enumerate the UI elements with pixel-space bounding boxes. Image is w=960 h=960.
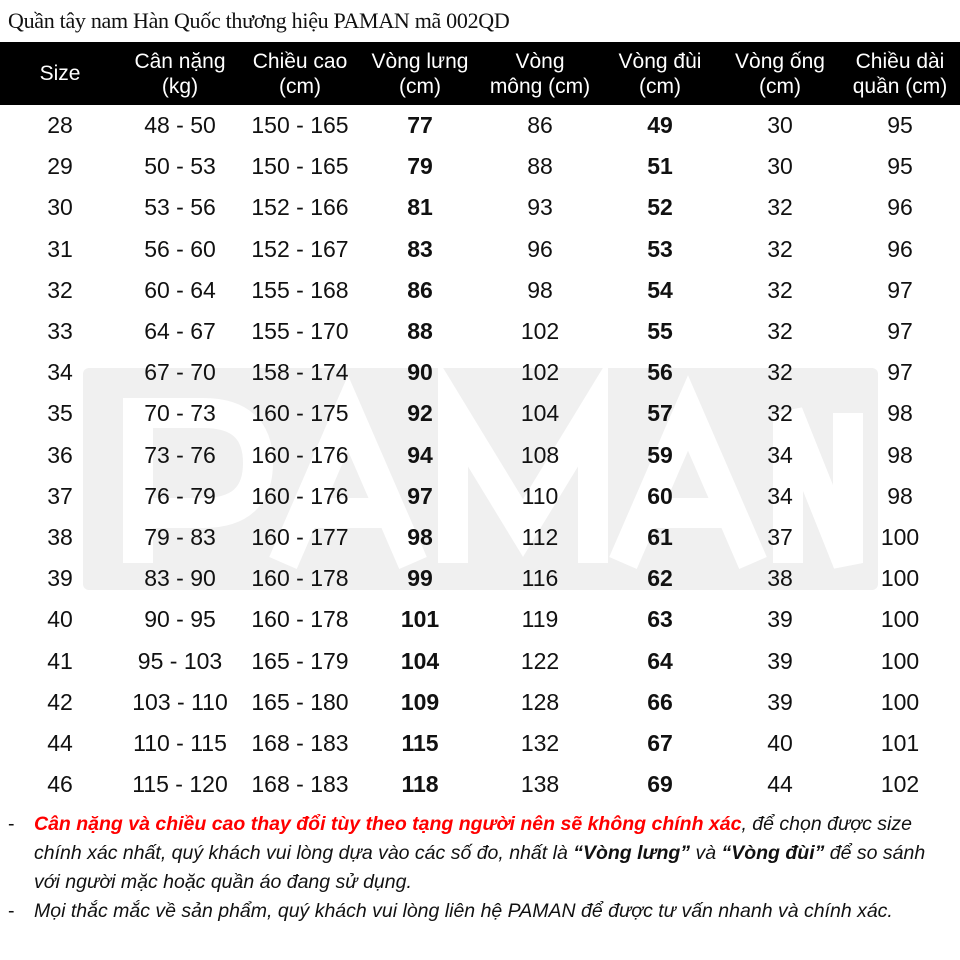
- table-cell: 36: [47, 441, 73, 468]
- table-cell: 100: [880, 647, 920, 674]
- table-cell: 100: [880, 523, 920, 550]
- table-cell: 93: [527, 194, 553, 221]
- table-row: [0, 640, 960, 681]
- table-cell: 165 - 179: [251, 647, 349, 674]
- table-cell: 98: [407, 523, 433, 550]
- table-cell: 128: [520, 688, 560, 715]
- table-cell: 97: [887, 276, 913, 303]
- table-row: [0, 105, 960, 146]
- column-header-line: Cân nặng: [134, 49, 226, 73]
- table-cell: 62: [647, 565, 673, 592]
- table-cell: 98: [887, 400, 913, 427]
- table-cell: 83: [407, 235, 433, 262]
- table-cell: 30: [767, 112, 793, 139]
- table-row: [0, 187, 960, 228]
- table-cell: 160 - 176: [251, 482, 349, 509]
- table-cell: 30: [767, 153, 793, 180]
- table-cell: 32: [767, 235, 793, 262]
- table-row: [0, 517, 960, 558]
- column-header-line: Chiều dài: [855, 49, 945, 73]
- table-cell: 95 - 103: [137, 647, 223, 674]
- note-1: [8, 810, 953, 897]
- table-cell: 66: [647, 688, 673, 715]
- table-cell: 98: [527, 276, 553, 303]
- table-row: [0, 723, 960, 764]
- table-cell: 109: [400, 688, 440, 715]
- column-header: [720, 42, 840, 105]
- table-cell: 56: [647, 359, 673, 386]
- note-text: Mọi thắc mắc về sản phẩm, quý khách vui lòng liên hệ PAMAN để được tư vấn nhanh và chính xác.: [34, 900, 893, 922]
- table-cell: 38: [47, 523, 73, 550]
- table-cell: 28: [47, 112, 73, 139]
- table-cell: 31: [47, 235, 73, 262]
- table-cell: 95: [887, 112, 913, 139]
- table-cell: 76 - 79: [144, 482, 216, 509]
- table-row: [0, 599, 960, 640]
- table-cell: 37: [47, 482, 73, 509]
- table-cell: 104: [400, 647, 440, 674]
- table-cell: 50 - 53: [144, 153, 216, 180]
- table-cell: 168 - 183: [251, 729, 349, 756]
- note-emphasis: “Vòng đùi”: [721, 842, 825, 864]
- column-header: [240, 42, 360, 105]
- table-cell: 155 - 168: [251, 276, 349, 303]
- column-header-line: (cm): [759, 74, 801, 98]
- table-row: [0, 476, 960, 517]
- table-cell: 60: [647, 482, 673, 509]
- column-header-line: mông (cm): [489, 74, 591, 98]
- table-cell: 30: [47, 194, 73, 221]
- table-cell: 108: [520, 441, 560, 468]
- table-cell: 39: [767, 688, 793, 715]
- table-cell: 32: [767, 318, 793, 345]
- table-cell: 39: [47, 565, 73, 592]
- table-cell: 100: [880, 565, 920, 592]
- table-cell: 81: [407, 194, 433, 221]
- column-header-line: (cm): [279, 74, 321, 98]
- table-cell: 64: [647, 647, 673, 674]
- table-cell: 69: [647, 771, 673, 798]
- table-cell: 38: [767, 565, 793, 592]
- table-cell: 39: [767, 647, 793, 674]
- table-cell: 67: [647, 729, 673, 756]
- column-header: [600, 42, 720, 105]
- table-cell: 95: [887, 153, 913, 180]
- column-header-line: Vòng ống: [735, 49, 825, 73]
- table-row: [0, 682, 960, 723]
- table-cell: 150 - 165: [251, 153, 349, 180]
- table-cell: 155 - 170: [251, 318, 349, 345]
- table-row: [0, 435, 960, 476]
- table-cell: 160 - 178: [251, 565, 349, 592]
- column-header-line: (cm): [399, 74, 441, 98]
- table-row: [0, 764, 960, 805]
- note-text: và: [690, 842, 722, 864]
- table-cell: 67 - 70: [144, 359, 216, 386]
- table-cell: 63: [647, 606, 673, 633]
- table-cell: 97: [407, 482, 433, 509]
- table-row: [0, 393, 960, 434]
- notes: [8, 810, 953, 926]
- column-header-line: Vòng lưng: [371, 49, 469, 73]
- table-cell: 101: [880, 729, 920, 756]
- note-text: , để chọn được size chính xác nhất, quý khách vui lòng dựa vào các số đo, nhất là: [34, 813, 912, 864]
- table-cell: 32: [767, 400, 793, 427]
- table-cell: 160 - 176: [251, 441, 349, 468]
- table-cell: 98: [887, 482, 913, 509]
- table-cell: 152 - 167: [251, 235, 349, 262]
- note-2: [8, 897, 953, 926]
- bullet-dash: -: [8, 813, 15, 835]
- table-cell: 152 - 166: [251, 194, 349, 221]
- column-header-line: Size: [39, 62, 81, 85]
- column-header: [0, 42, 120, 105]
- table-cell: 88: [527, 153, 553, 180]
- table-cell: 98: [887, 441, 913, 468]
- page-title: Quần tây nam Hàn Quốc thương hiệu PAMAN mã 002QD: [8, 8, 510, 33]
- table-cell: 101: [400, 606, 440, 633]
- column-header-line: Chiều cao: [252, 49, 348, 73]
- table-cell: 41: [47, 647, 73, 674]
- table-cell: 160 - 178: [251, 606, 349, 633]
- table-cell: 112: [521, 523, 559, 550]
- table-cell: 118: [401, 771, 439, 798]
- table-cell: 51: [647, 153, 673, 180]
- table-header-row: [0, 42, 960, 105]
- note-text: để so sánh với người mặc hoặc quần áo đang sử dụng.: [34, 842, 926, 893]
- table-cell: 90: [407, 359, 433, 386]
- table-cell: 57: [647, 400, 673, 427]
- table-cell: 160 - 177: [251, 523, 349, 550]
- table-cell: 56 - 60: [144, 235, 216, 262]
- table-cell: 35: [47, 400, 73, 427]
- table-cell: 79 - 83: [144, 523, 216, 550]
- table-cell: 88: [407, 318, 433, 345]
- table-cell: 61: [647, 523, 673, 550]
- table-cell: 110: [521, 482, 559, 509]
- table-cell: 138: [520, 771, 560, 798]
- column-header: [360, 42, 480, 105]
- table-cell: 40: [47, 606, 73, 633]
- table-row: [0, 146, 960, 187]
- table-cell: 104: [520, 400, 560, 427]
- table-cell: 49: [647, 112, 673, 139]
- table-cell: 54: [647, 276, 673, 303]
- note-emphasis: “Vòng lưng”: [573, 842, 691, 864]
- table-cell: 60 - 64: [144, 276, 216, 303]
- table-cell: 116: [521, 565, 559, 592]
- table-cell: 119: [521, 606, 559, 633]
- table-cell: 86: [527, 112, 553, 139]
- table-cell: 40: [767, 729, 793, 756]
- table-cell: 53 - 56: [144, 194, 216, 221]
- table-cell: 110 - 115: [133, 729, 227, 756]
- table-cell: 37: [767, 523, 793, 550]
- table-cell: 99: [407, 565, 433, 592]
- table-cell: 96: [887, 235, 913, 262]
- table-cell: 70 - 73: [144, 400, 216, 427]
- table-cell: 96: [527, 235, 553, 262]
- table-cell: 44: [47, 729, 73, 756]
- column-header: [120, 42, 240, 105]
- table-cell: 94: [407, 441, 433, 468]
- table-cell: 44: [767, 771, 793, 798]
- table-cell: 90 - 95: [144, 606, 216, 633]
- column-header: [840, 42, 960, 105]
- table-cell: 64 - 67: [144, 318, 216, 345]
- column-header-line: (cm): [639, 74, 681, 98]
- table-cell: 96: [887, 194, 913, 221]
- table-cell: 48 - 50: [144, 112, 216, 139]
- size-chart-table: [0, 42, 960, 805]
- table-cell: 29: [47, 153, 73, 180]
- table-cell: 53: [647, 235, 673, 262]
- table-cell: 103 - 110: [132, 688, 228, 715]
- table-cell: 165 - 180: [251, 688, 349, 715]
- table-cell: 34: [47, 359, 73, 386]
- table-cell: 92: [407, 400, 433, 427]
- bullet-dash: -: [8, 900, 15, 922]
- table-cell: 73 - 76: [144, 441, 216, 468]
- column-header-line: Vòng đùi: [618, 49, 702, 73]
- table-cell: 46: [47, 771, 73, 798]
- table-cell: 83 - 90: [144, 565, 216, 592]
- note-warning: Cân nặng và chiều cao thay đổi tùy theo tạng người nên sẽ không chính xác: [34, 813, 742, 835]
- table-row: [0, 352, 960, 393]
- table-cell: 102: [520, 359, 560, 386]
- table-cell: 115 - 120: [132, 771, 228, 798]
- table-cell: 100: [880, 606, 920, 633]
- table-cell: 158 - 174: [251, 359, 349, 386]
- column-header-line: (kg): [161, 74, 199, 98]
- table-cell: 160 - 175: [251, 400, 349, 427]
- table-cell: 32: [767, 359, 793, 386]
- table-row: [0, 558, 960, 599]
- table-cell: 86: [407, 276, 433, 303]
- table-cell: 122: [520, 647, 560, 674]
- table-cell: 97: [887, 318, 913, 345]
- table-cell: 52: [647, 194, 673, 221]
- table-cell: 42: [47, 688, 73, 715]
- table-cell: 102: [520, 318, 560, 345]
- table-cell: 32: [47, 276, 73, 303]
- table-cell: 34: [767, 482, 793, 509]
- table-cell: 34: [767, 441, 793, 468]
- table-cell: 100: [880, 688, 920, 715]
- table-cell: 97: [887, 359, 913, 386]
- table-cell: 79: [407, 153, 433, 180]
- table-cell: 132: [520, 729, 560, 756]
- table-cell: 55: [647, 318, 673, 345]
- table-cell: 32: [767, 194, 793, 221]
- column-header-line: quần (cm): [852, 74, 948, 98]
- table-cell: 115: [401, 729, 439, 756]
- table-cell: 32: [767, 276, 793, 303]
- table-row: [0, 229, 960, 270]
- table-cell: 150 - 165: [251, 112, 349, 139]
- table-cell: 102: [880, 771, 920, 798]
- table-cell: 33: [47, 318, 73, 345]
- table-cell: 59: [647, 441, 673, 468]
- column-header: [480, 42, 600, 105]
- table-cell: 168 - 183: [251, 771, 349, 798]
- table-row: [0, 311, 960, 352]
- table-row: [0, 270, 960, 311]
- table-cell: 39: [767, 606, 793, 633]
- table-cell: 77: [407, 112, 433, 139]
- column-header-line: Vòng: [515, 49, 565, 73]
